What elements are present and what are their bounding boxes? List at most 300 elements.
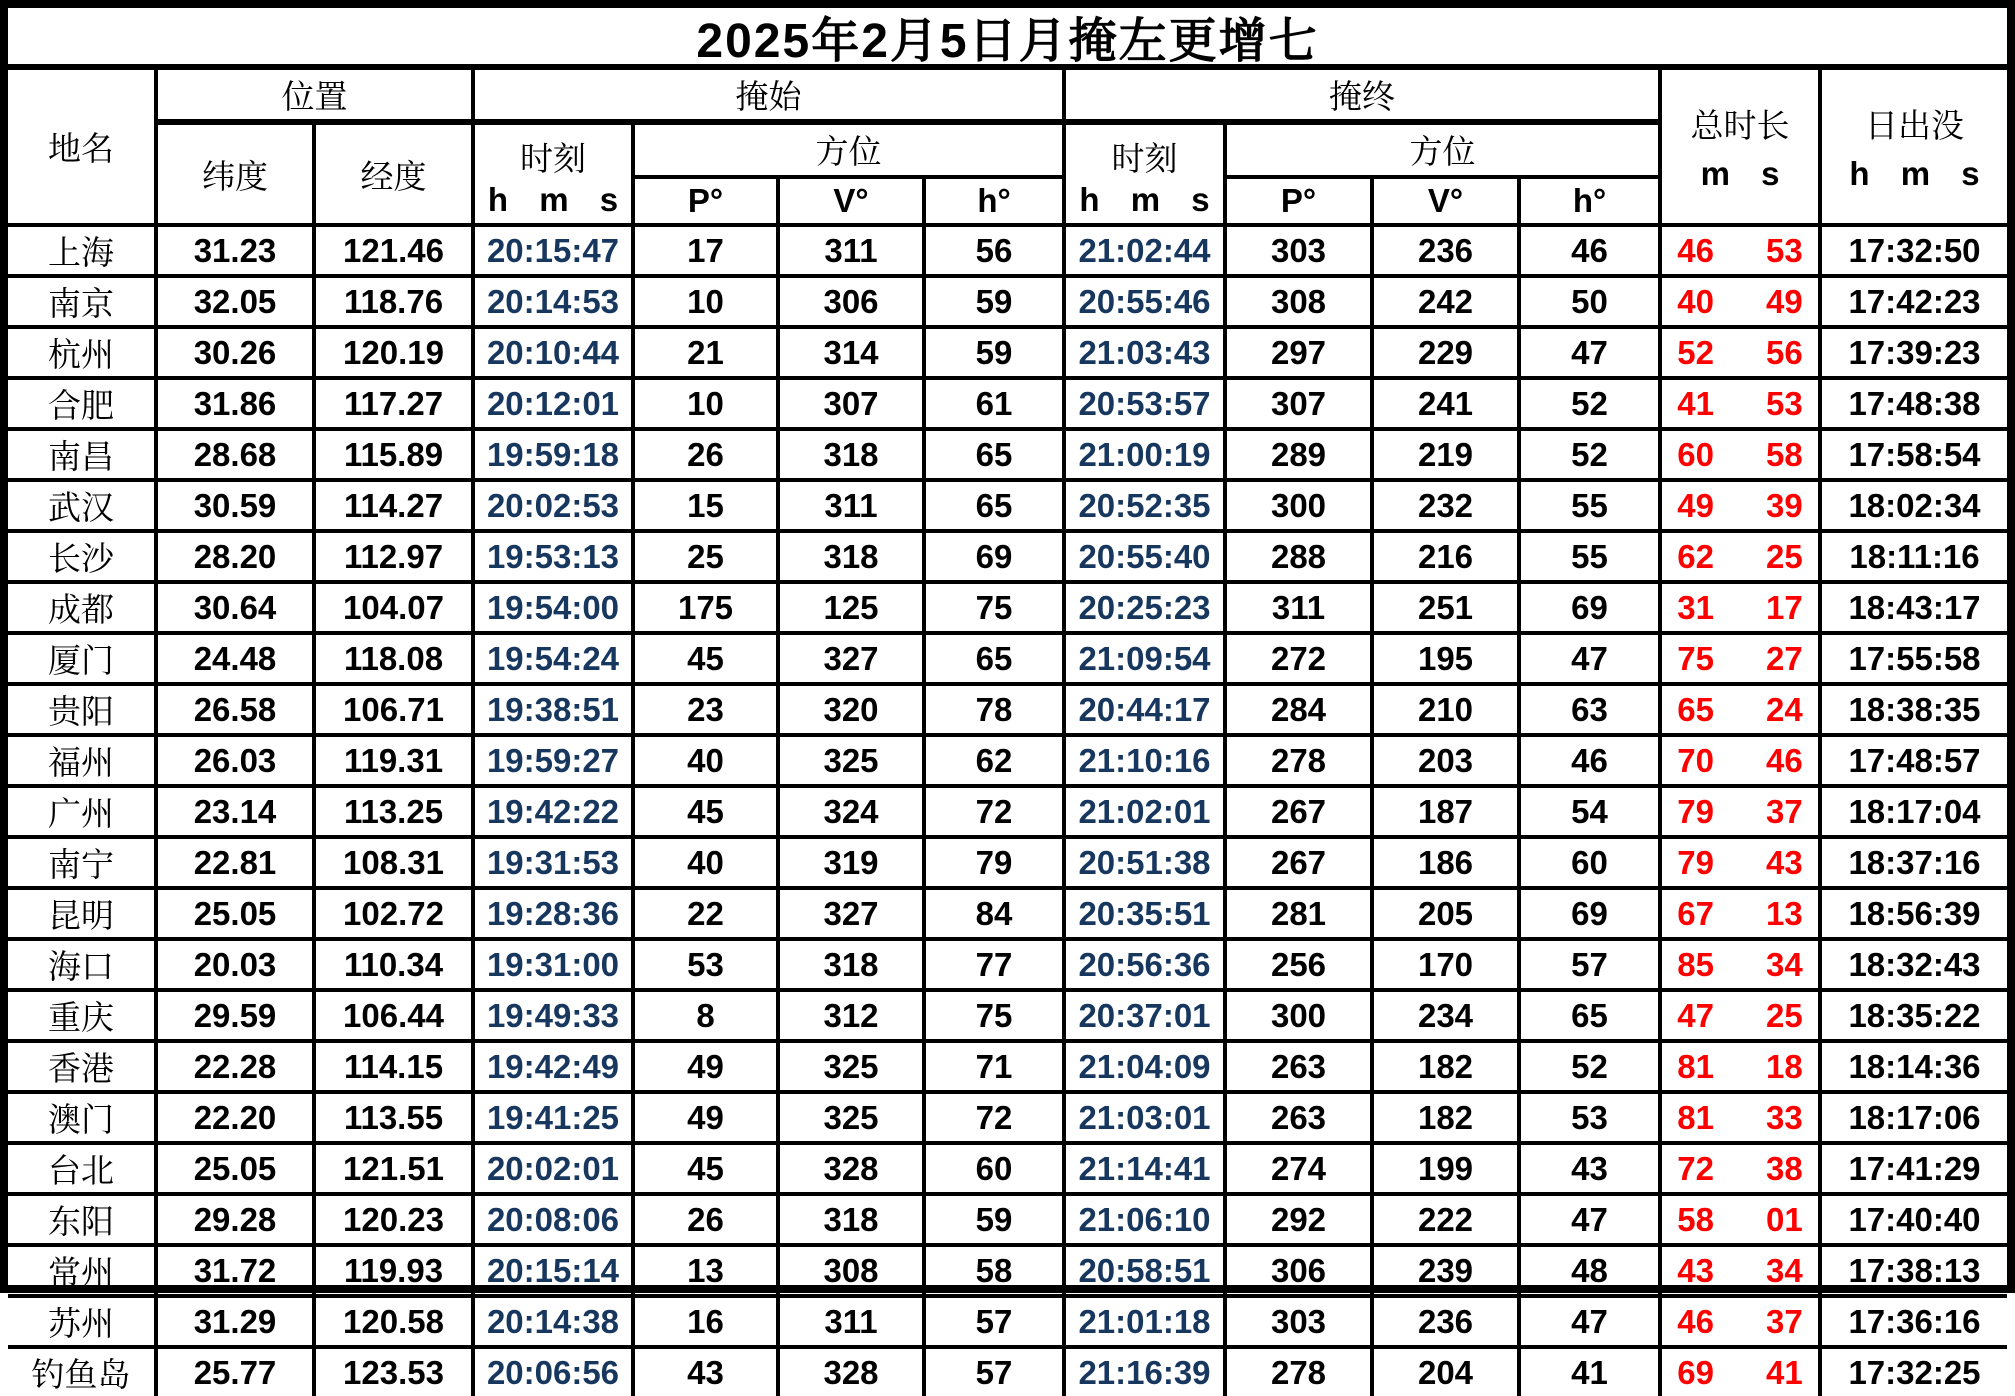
occultation-table [8, 70, 2007, 1396]
end-time-cell: 20:25:23 [1064, 582, 1225, 633]
start-v-cell: 306 [778, 276, 924, 327]
place-name-cell: 贵阳 [8, 684, 156, 735]
latitude-cell: 31.23 [156, 225, 314, 276]
latitude-cell: 28.68 [156, 429, 314, 480]
sunset-cell: 18:37:16 [1820, 837, 2007, 888]
latitude-cell: 22.28 [156, 1041, 314, 1092]
end-h-cell: 41 [1519, 1347, 1660, 1396]
duration-seconds: 25 [1766, 537, 1803, 575]
sunset-cell: 17:58:54 [1820, 429, 2007, 480]
start-time-cell: 19:28:36 [473, 888, 633, 939]
start-time-cell: 19:31:53 [473, 837, 633, 888]
start-v-cell: 311 [778, 480, 924, 531]
place-name-cell: 常州 [8, 1245, 156, 1296]
end-v-cell: 187 [1372, 786, 1519, 837]
end-v-cell: 204 [1372, 1347, 1519, 1396]
end-p-cell: 274 [1225, 1143, 1372, 1194]
start-p-cell: 8 [633, 990, 778, 1041]
end-v-cell: 170 [1372, 939, 1519, 990]
end-h-cell: 55 [1519, 480, 1660, 531]
table-row [8, 429, 2007, 480]
duration-cell [1660, 1347, 1820, 1396]
end-v-cell: 205 [1372, 888, 1519, 939]
end-h-cell: 53 [1519, 1092, 1660, 1143]
end-time-units: h m s [1079, 181, 1210, 218]
table-row [8, 1194, 2007, 1245]
duration-seconds: 33 [1766, 1098, 1803, 1136]
duration-cell [1660, 990, 1820, 1041]
start-h-cell: 79 [924, 837, 1064, 888]
place-name-cell: 海口 [8, 939, 156, 990]
table-row [8, 1347, 2007, 1396]
start-p-cell: 26 [633, 429, 778, 480]
start-h-cell: 69 [924, 531, 1064, 582]
duration-seconds: 43 [1766, 843, 1803, 881]
start-time-cell: 20:08:06 [473, 1194, 633, 1245]
col-header-end-azimuth: 方位 [1225, 122, 1660, 177]
start-time-cell: 20:14:53 [473, 276, 633, 327]
sunset-cell: 17:32:25 [1820, 1347, 2007, 1396]
end-p-cell: 272 [1225, 633, 1372, 684]
sunset-cell: 17:48:57 [1820, 735, 2007, 786]
end-time-cell: 20:52:35 [1064, 480, 1225, 531]
duration-minutes: 85 [1677, 945, 1714, 983]
end-time-cell: 21:06:10 [1064, 1194, 1225, 1245]
place-name-cell: 东阳 [8, 1194, 156, 1245]
table-row [8, 582, 2007, 633]
sunset-cell: 18:17:06 [1820, 1092, 2007, 1143]
start-h-cell: 77 [924, 939, 1064, 990]
latitude-cell: 30.26 [156, 327, 314, 378]
table-row [8, 1092, 2007, 1143]
end-time-cell: 20:56:36 [1064, 939, 1225, 990]
sunset-cell: 18:38:35 [1820, 684, 2007, 735]
end-p-cell: 308 [1225, 276, 1372, 327]
end-v-cell: 186 [1372, 837, 1519, 888]
start-time-cell: 20:15:14 [473, 1245, 633, 1296]
latitude-cell: 22.81 [156, 837, 314, 888]
end-time-cell: 21:04:09 [1064, 1041, 1225, 1092]
longitude-cell: 106.44 [314, 990, 473, 1041]
end-h-cell: 47 [1519, 327, 1660, 378]
end-p-cell: 300 [1225, 480, 1372, 531]
start-h-cell: 65 [924, 633, 1064, 684]
latitude-cell: 25.77 [156, 1347, 314, 1396]
place-name-cell: 南宁 [8, 837, 156, 888]
place-name-cell: 昆明 [8, 888, 156, 939]
start-v-cell: 311 [778, 1296, 924, 1347]
start-p-cell: 23 [633, 684, 778, 735]
place-name-cell: 厦门 [8, 633, 156, 684]
end-time-cell: 21:03:43 [1064, 327, 1225, 378]
sunset-cell: 17:41:29 [1820, 1143, 2007, 1194]
start-p-cell: 15 [633, 480, 778, 531]
table-row [8, 1245, 2007, 1296]
duration-cell [1660, 378, 1820, 429]
end-v-cell: 234 [1372, 990, 1519, 1041]
longitude-cell: 121.51 [314, 1143, 473, 1194]
col-header-position: 位置 [156, 70, 473, 122]
start-time-cell: 20:15:47 [473, 225, 633, 276]
col-header-end-p: P° [1225, 177, 1372, 225]
duration-seconds: 39 [1766, 486, 1803, 524]
duration-cell [1660, 1092, 1820, 1143]
place-name-cell: 苏州 [8, 1296, 156, 1347]
duration-cell [1660, 429, 1820, 480]
end-time-cell: 20:51:38 [1064, 837, 1225, 888]
end-v-cell: 203 [1372, 735, 1519, 786]
duration-cell [1660, 684, 1820, 735]
end-time-cell: 20:55:46 [1064, 276, 1225, 327]
longitude-cell: 110.34 [314, 939, 473, 990]
duration-seconds: 37 [1766, 792, 1803, 830]
end-h-cell: 47 [1519, 1194, 1660, 1245]
col-header-occult-start: 掩始 [473, 70, 1064, 122]
duration-cell [1660, 939, 1820, 990]
start-h-cell: 59 [924, 327, 1064, 378]
table-row [8, 990, 2007, 1041]
duration-seconds: 53 [1766, 384, 1803, 422]
end-p-cell: 297 [1225, 327, 1372, 378]
start-v-cell: 311 [778, 225, 924, 276]
end-v-cell: 222 [1372, 1194, 1519, 1245]
longitude-cell: 120.23 [314, 1194, 473, 1245]
start-p-cell: 53 [633, 939, 778, 990]
start-v-cell: 319 [778, 837, 924, 888]
duration-seconds: 58 [1766, 435, 1803, 473]
duration-minutes: 46 [1677, 231, 1714, 269]
sunset-cell: 18:11:16 [1820, 531, 2007, 582]
start-p-cell: 40 [633, 735, 778, 786]
start-h-cell: 57 [924, 1296, 1064, 1347]
start-h-cell: 75 [924, 990, 1064, 1041]
place-name-cell: 南昌 [8, 429, 156, 480]
duration-minutes: 58 [1677, 1200, 1714, 1238]
end-time-cell: 21:16:39 [1064, 1347, 1225, 1396]
duration-cell [1660, 480, 1820, 531]
start-p-cell: 45 [633, 1143, 778, 1194]
end-p-cell: 311 [1225, 582, 1372, 633]
col-header-latitude: 纬度 [156, 122, 314, 225]
start-time-cell: 19:42:49 [473, 1041, 633, 1092]
latitude-cell: 29.28 [156, 1194, 314, 1245]
table-row [8, 225, 2007, 276]
end-h-cell: 46 [1519, 735, 1660, 786]
start-v-cell: 318 [778, 531, 924, 582]
col-header-start-p: P° [633, 177, 778, 225]
duration-minutes: 79 [1677, 843, 1714, 881]
start-h-cell: 56 [924, 225, 1064, 276]
duration-minutes: 43 [1677, 1251, 1714, 1289]
latitude-cell: 25.05 [156, 888, 314, 939]
place-name-cell: 长沙 [8, 531, 156, 582]
end-v-cell: 241 [1372, 378, 1519, 429]
longitude-cell: 102.72 [314, 888, 473, 939]
duration-minutes: 31 [1677, 588, 1714, 626]
sunset-cell: 18:43:17 [1820, 582, 2007, 633]
longitude-cell: 118.76 [314, 276, 473, 327]
start-p-cell: 10 [633, 378, 778, 429]
duration-seconds: 17 [1766, 588, 1803, 626]
end-time-label: 时刻 [1111, 140, 1178, 177]
place-name-cell: 香港 [8, 1041, 156, 1092]
table-row [8, 633, 2007, 684]
table-row [8, 735, 2007, 786]
start-p-cell: 17 [633, 225, 778, 276]
col-header-sunrise-sunset [1820, 70, 2007, 225]
end-h-cell: 65 [1519, 990, 1660, 1041]
start-v-cell: 328 [778, 1347, 924, 1396]
start-v-cell: 324 [778, 786, 924, 837]
longitude-cell: 119.31 [314, 735, 473, 786]
place-name-cell: 重庆 [8, 990, 156, 1041]
start-p-cell: 21 [633, 327, 778, 378]
start-p-cell: 16 [633, 1296, 778, 1347]
duration-cell [1660, 837, 1820, 888]
end-v-cell: 182 [1372, 1041, 1519, 1092]
start-h-cell: 84 [924, 888, 1064, 939]
duration-seconds: 13 [1766, 894, 1803, 932]
start-h-cell: 65 [924, 429, 1064, 480]
start-time-cell: 20:02:01 [473, 1143, 633, 1194]
longitude-cell: 106.71 [314, 684, 473, 735]
end-h-cell: 69 [1519, 888, 1660, 939]
latitude-cell: 28.20 [156, 531, 314, 582]
start-v-cell: 312 [778, 990, 924, 1041]
end-h-cell: 52 [1519, 378, 1660, 429]
col-header-longitude: 经度 [314, 122, 473, 225]
latitude-cell: 30.64 [156, 582, 314, 633]
start-v-cell: 325 [778, 1041, 924, 1092]
end-h-cell: 50 [1519, 276, 1660, 327]
start-p-cell: 40 [633, 837, 778, 888]
place-name-cell: 南京 [8, 276, 156, 327]
start-v-cell: 327 [778, 888, 924, 939]
duration-cell [1660, 531, 1820, 582]
start-time-units: h m s [487, 181, 619, 218]
duration-minutes: 69 [1677, 1353, 1714, 1391]
place-name-cell: 武汉 [8, 480, 156, 531]
col-header-end-v: V° [1372, 177, 1519, 225]
start-h-cell: 58 [924, 1245, 1064, 1296]
latitude-cell: 31.29 [156, 1296, 314, 1347]
start-time-cell: 19:38:51 [473, 684, 633, 735]
start-v-cell: 318 [778, 1194, 924, 1245]
table-row [8, 684, 2007, 735]
table-row [8, 327, 2007, 378]
sunset-cell: 18:14:36 [1820, 1041, 2007, 1092]
start-time-cell: 19:54:00 [473, 582, 633, 633]
start-time-cell: 19:41:25 [473, 1092, 633, 1143]
start-p-cell: 10 [633, 276, 778, 327]
sunset-cell: 18:56:39 [1820, 888, 2007, 939]
duration-minutes: 52 [1677, 333, 1714, 371]
start-h-cell: 61 [924, 378, 1064, 429]
sunset-cell: 18:02:34 [1820, 480, 2007, 531]
start-v-cell: 308 [778, 1245, 924, 1296]
end-v-cell: 195 [1372, 633, 1519, 684]
duration-seconds: 56 [1766, 333, 1803, 371]
end-p-cell: 263 [1225, 1041, 1372, 1092]
start-time-cell: 20:10:44 [473, 327, 633, 378]
duration-minutes: 62 [1677, 537, 1714, 575]
start-time-cell: 19:53:13 [473, 531, 633, 582]
longitude-cell: 120.19 [314, 327, 473, 378]
end-h-cell: 47 [1519, 633, 1660, 684]
end-p-cell: 289 [1225, 429, 1372, 480]
duration-minutes: 70 [1677, 741, 1714, 779]
longitude-cell: 104.07 [314, 582, 473, 633]
place-name-cell: 澳门 [8, 1092, 156, 1143]
duration-cell [1660, 735, 1820, 786]
sunset-cell: 17:39:23 [1820, 327, 2007, 378]
longitude-cell: 114.15 [314, 1041, 473, 1092]
duration-seconds: 25 [1766, 996, 1803, 1034]
end-time-cell: 20:37:01 [1064, 990, 1225, 1041]
start-time-cell: 20:14:38 [473, 1296, 633, 1347]
duration-minutes: 79 [1677, 792, 1714, 830]
start-time-cell: 19:49:33 [473, 990, 633, 1041]
end-p-cell: 278 [1225, 735, 1372, 786]
table-row [8, 939, 2007, 990]
end-v-cell: 216 [1372, 531, 1519, 582]
latitude-cell: 25.05 [156, 1143, 314, 1194]
end-time-cell: 21:03:01 [1064, 1092, 1225, 1143]
end-p-cell: 303 [1225, 225, 1372, 276]
duration-minutes: 49 [1677, 486, 1714, 524]
end-time-cell: 21:10:16 [1064, 735, 1225, 786]
longitude-cell: 117.27 [314, 378, 473, 429]
latitude-cell: 23.14 [156, 786, 314, 837]
end-h-cell: 69 [1519, 582, 1660, 633]
end-h-cell: 48 [1519, 1245, 1660, 1296]
start-h-cell: 65 [924, 480, 1064, 531]
start-h-cell: 72 [924, 1092, 1064, 1143]
end-p-cell: 306 [1225, 1245, 1372, 1296]
end-v-cell: 210 [1372, 684, 1519, 735]
duration-cell [1660, 1143, 1820, 1194]
start-p-cell: 45 [633, 633, 778, 684]
duration-seconds: 46 [1766, 741, 1803, 779]
longitude-cell: 119.93 [314, 1245, 473, 1296]
place-name-cell: 钓鱼岛 [8, 1347, 156, 1396]
longitude-cell: 115.89 [314, 429, 473, 480]
longitude-cell: 108.31 [314, 837, 473, 888]
start-h-cell: 60 [924, 1143, 1064, 1194]
place-name-cell: 福州 [8, 735, 156, 786]
table-row [8, 786, 2007, 837]
duration-cell [1660, 1194, 1820, 1245]
total-duration-units: m s [1700, 155, 1780, 192]
duration-minutes: 65 [1677, 690, 1714, 728]
sunset-cell: 18:32:43 [1820, 939, 2007, 990]
place-name-cell: 台北 [8, 1143, 156, 1194]
duration-minutes: 47 [1677, 996, 1714, 1034]
duration-minutes: 75 [1677, 639, 1714, 677]
end-time-cell: 21:14:41 [1064, 1143, 1225, 1194]
start-h-cell: 57 [924, 1347, 1064, 1396]
end-h-cell: 60 [1519, 837, 1660, 888]
start-p-cell: 25 [633, 531, 778, 582]
end-p-cell: 278 [1225, 1347, 1372, 1396]
start-v-cell: 327 [778, 633, 924, 684]
col-header-end-time [1064, 122, 1225, 225]
latitude-cell: 31.72 [156, 1245, 314, 1296]
start-v-cell: 318 [778, 429, 924, 480]
duration-seconds: 24 [1766, 690, 1803, 728]
end-p-cell: 307 [1225, 378, 1372, 429]
duration-seconds: 01 [1766, 1200, 1803, 1238]
start-p-cell: 43 [633, 1347, 778, 1396]
longitude-cell: 118.08 [314, 633, 473, 684]
page-title: 2025年2月5日月掩左更增七 [8, 8, 2007, 70]
start-p-cell: 13 [633, 1245, 778, 1296]
end-v-cell: 239 [1372, 1245, 1519, 1296]
place-name-cell: 成都 [8, 582, 156, 633]
duration-minutes: 81 [1677, 1098, 1714, 1136]
end-h-cell: 54 [1519, 786, 1660, 837]
duration-cell [1660, 225, 1820, 276]
start-time-cell: 19:54:24 [473, 633, 633, 684]
end-p-cell: 267 [1225, 786, 1372, 837]
latitude-cell: 29.59 [156, 990, 314, 1041]
start-p-cell: 49 [633, 1041, 778, 1092]
latitude-cell: 20.03 [156, 939, 314, 990]
end-p-cell: 281 [1225, 888, 1372, 939]
end-v-cell: 251 [1372, 582, 1519, 633]
latitude-cell: 31.86 [156, 378, 314, 429]
end-p-cell: 263 [1225, 1092, 1372, 1143]
sunset-cell: 17:32:50 [1820, 225, 2007, 276]
end-h-cell: 47 [1519, 1296, 1660, 1347]
duration-cell [1660, 888, 1820, 939]
end-v-cell: 229 [1372, 327, 1519, 378]
longitude-cell: 113.55 [314, 1092, 473, 1143]
duration-seconds: 38 [1766, 1149, 1803, 1187]
col-header-start-azimuth: 方位 [633, 122, 1064, 177]
start-v-cell: 320 [778, 684, 924, 735]
sunrise-sunset-units: h m s [1849, 155, 1980, 192]
table-body [8, 225, 2007, 1396]
duration-cell [1660, 1296, 1820, 1347]
end-time-cell: 21:09:54 [1064, 633, 1225, 684]
end-p-cell: 256 [1225, 939, 1372, 990]
duration-cell [1660, 1041, 1820, 1092]
duration-minutes: 60 [1677, 435, 1714, 473]
end-p-cell: 300 [1225, 990, 1372, 1041]
table-row [8, 1143, 2007, 1194]
start-h-cell: 59 [924, 1194, 1064, 1245]
latitude-cell: 32.05 [156, 276, 314, 327]
longitude-cell: 113.25 [314, 786, 473, 837]
col-header-start-h: h° [924, 177, 1064, 225]
duration-minutes: 41 [1677, 384, 1714, 422]
end-h-cell: 46 [1519, 225, 1660, 276]
table-row [8, 837, 2007, 888]
start-time-cell: 19:59:27 [473, 735, 633, 786]
end-p-cell: 288 [1225, 531, 1372, 582]
end-v-cell: 242 [1372, 276, 1519, 327]
duration-seconds: 37 [1766, 1302, 1803, 1340]
sunset-cell: 17:48:38 [1820, 378, 2007, 429]
end-p-cell: 267 [1225, 837, 1372, 888]
table-row [8, 480, 2007, 531]
place-name-cell: 上海 [8, 225, 156, 276]
duration-seconds: 18 [1766, 1047, 1803, 1085]
end-v-cell: 182 [1372, 1092, 1519, 1143]
start-h-cell: 71 [924, 1041, 1064, 1092]
table-row [8, 888, 2007, 939]
